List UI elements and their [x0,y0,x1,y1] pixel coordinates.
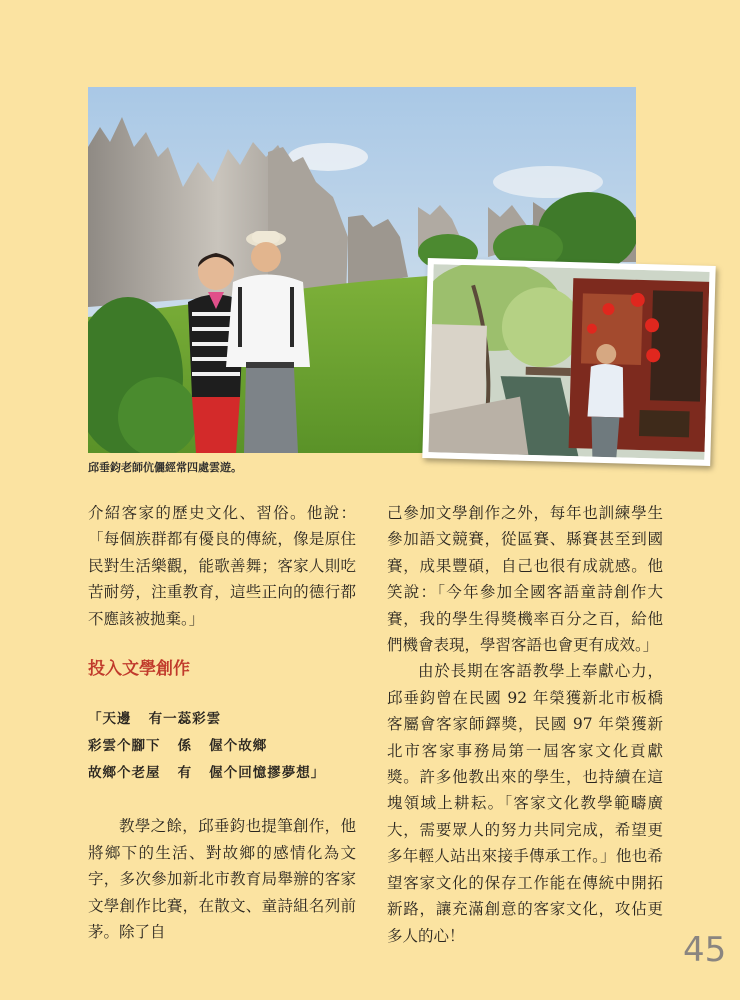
inset-photo [422,258,715,466]
photo-caption: 邱垂鈞老師伉儷經常四處雲遊。 [88,461,242,474]
right-paragraph-2: 由於長期在客語教學上奉獻心力，邱垂鈞曾在民國 92 年榮獲新北市板橋客屬會客家師鐸獎，民國 97 年榮獲新北市客家事務局第一屆客家文化貢獻獎。許多他教出來的學生，也持續在這塊領域上耕耘。「客家文化教學範疇廣大，需要眾人的努力共同完成，希望更多年輕人站出來接手傳承工作。」他也希望客家文化的保存工作能在傳統中開拓新路，讓充滿創意的客家文化，攻佔更多人的心！ [387,662,663,945]
left-column [88,500,356,945]
left-paragraph-2: 教學之餘，邱垂鈞也提筆創作，他將鄉下的生活、對故鄉的感情化為文字，多次參加新北市教育局舉辦的客家文學創作比賽，在散文、童詩組名列前茅。除了自 [88,817,356,942]
left-paragraph-1: 介紹客家的歷史文化、習俗。他說：「每個族群都有優良的傳統，像是原住民對生活樂觀，能歌善舞；客家人則吃苦耐勞，注重教育，這些正向的德行都不應該被拋棄。」 [88,504,356,628]
poem-line-2: 彩雲个腳下 係 偓个故鄉 [88,738,268,755]
poem-line-3: 故鄉个老屋 有 偓个回憶摎夢想」 [88,765,326,782]
page-number: 45 [683,930,727,970]
old-town-photo [428,264,709,460]
right-paragraph-1: 己參加文學創作之外，每年也訓練學生參加語文競賽，從區賽、縣賽甚至到國賽，成果豐碩，自己也很有成就感。他笑說：「今年參加全國客語童詩創作大賽，我的學生得獎機率百分之百，給他們機會表現，學習客語也會更有成效。」 [387,504,663,655]
section-heading: 投入文學創作 [88,659,190,680]
right-column [387,500,663,949]
poem-line-1: 「天邊 有一蕊彩雲 [88,711,222,728]
poem [88,706,356,787]
